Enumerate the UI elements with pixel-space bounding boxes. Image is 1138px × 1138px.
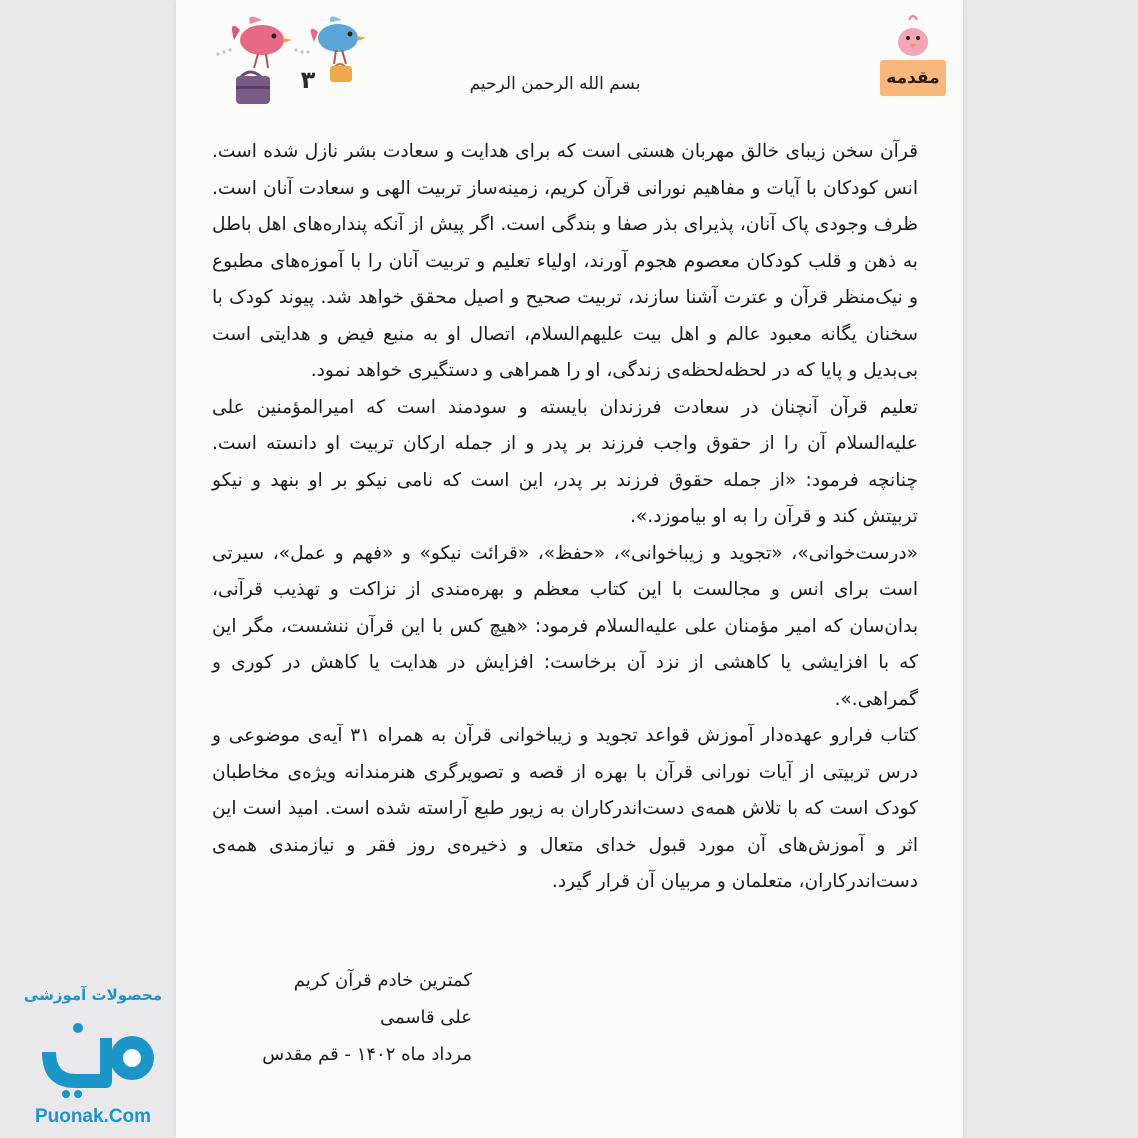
signature-name: علی قاسمی: [379, 1007, 472, 1028]
pink-bird-icon: [232, 17, 292, 68]
chapter-label: مقدمه: [880, 60, 946, 96]
logo-tagline: محصولات آموزشی: [23, 986, 163, 1004]
chapter-tag: [880, 12, 946, 96]
paragraph: قرآن سخن زیبای خالق مهربان هستی است که برای هدایت و سعادت بشر نازل شده است. انس کودکان با آیات و مفاهیم نورانی قرآن کریم، زمینه‌ساز تربیت الهی و سعادت آنان است. ظرف وجودی پاک آنان، پذیرای بذر صفا و بندگی است. اگر پیش از آنکه پنداره‌های اهل باطل به ذهن و قلب کودکان معصوم هجوم آورند، اولیاء تعلیم و تربیت آنان را با آموزه‌های مطبوع و نیک‌منظر قرآن و عترت آشنا سازند، تربیت صحیح و اصیل محقق خواهد شد. پیوند کودک با سخنان یگانه معبود عالم و اهل بیت علیهم‌السلام، اتصال او به منبع فیض و هدایتی است بی‌بدیل و پایا که در لحظه‌لحظه‌ی زندگی، او را همراهی و دستگیری خواهد نمود.: [212, 141, 918, 381]
signature-title: کمترین خادم قرآن کریم: [293, 970, 472, 991]
signature-date: مرداد ماه ۱۴۰۲ - قم مقدس: [262, 1044, 472, 1065]
puonak-logo: [8, 986, 178, 1136]
puonak-logo-icon: [36, 1008, 160, 1098]
birds-illustration: [210, 10, 385, 110]
purple-bag-icon: [236, 72, 270, 104]
logo-site: Puonak.Com: [34, 1106, 152, 1127]
basmala-heading: بسم الله الرحمن الرحیم: [469, 74, 641, 94]
orange-bag-icon: [330, 64, 352, 82]
paragraph: تعلیم قرآن آنچنان در سعادت فرزندان بایسته و سودمند است که امیرالمؤمنین علی علیه‌السلام آن را از حقوق واجب فرزند بر پدر و از جمله ارکان تربیت او دانسته است. چنانچه فرمود: «از جمله حقوق فرزند بر پدر، این است که نامی نیکو بر او بنهد و نیکو تربیتش کند و قرآن را به او بیاموزد.».: [212, 396, 918, 527]
chick-icon: [893, 12, 933, 58]
page-number: ۳: [300, 66, 316, 94]
paragraph: کتاب فرارو عهده‌دار آموزش قواعد تجوید و زیباخوانی قرآن به همراه ۳۱ آیه‌ی موضوعی و درس تربیتی از آیات نورانی قرآن با بهره از قصه و تصویرگری هنرمندانه ویژه‌ی مخاطبان کودک است که با تلاش همه‌ی دست‌اندرکاران به زیور طبع آراسته شده است. امید است این اثر و آموزش‌های آن مورد قبول خدای متعال و ذخیره‌ی روز فقر و نیازمندی همه‌ی دست‌اندرکاران، متعلمان و مربیان آن قرار گیرد.: [212, 725, 918, 892]
author-signature: [212, 962, 472, 1073]
intro-body: [212, 134, 918, 901]
blue-bird-icon: [311, 16, 366, 64]
paragraph: «درست‌خوانی»، «تجوید و زیباخوانی»، «حفظ»، «قرائت نیکو» و «فهم و عمل»، سیرتی است برای انس و مجالست با این کتاب معظم و بهره‌مندی از نزاکت و تهذیب قرآنی، بدان‌سان که امیر مؤمنان علی علیه‌السلام فرمود: «هیچ کس با این قرآن ننشست، مگر این که با افزایشی یا کاهشی از نزد آن برخاست: افزایش در هدایت یا کاهش در کوری و گمراهی.».: [212, 542, 918, 710]
